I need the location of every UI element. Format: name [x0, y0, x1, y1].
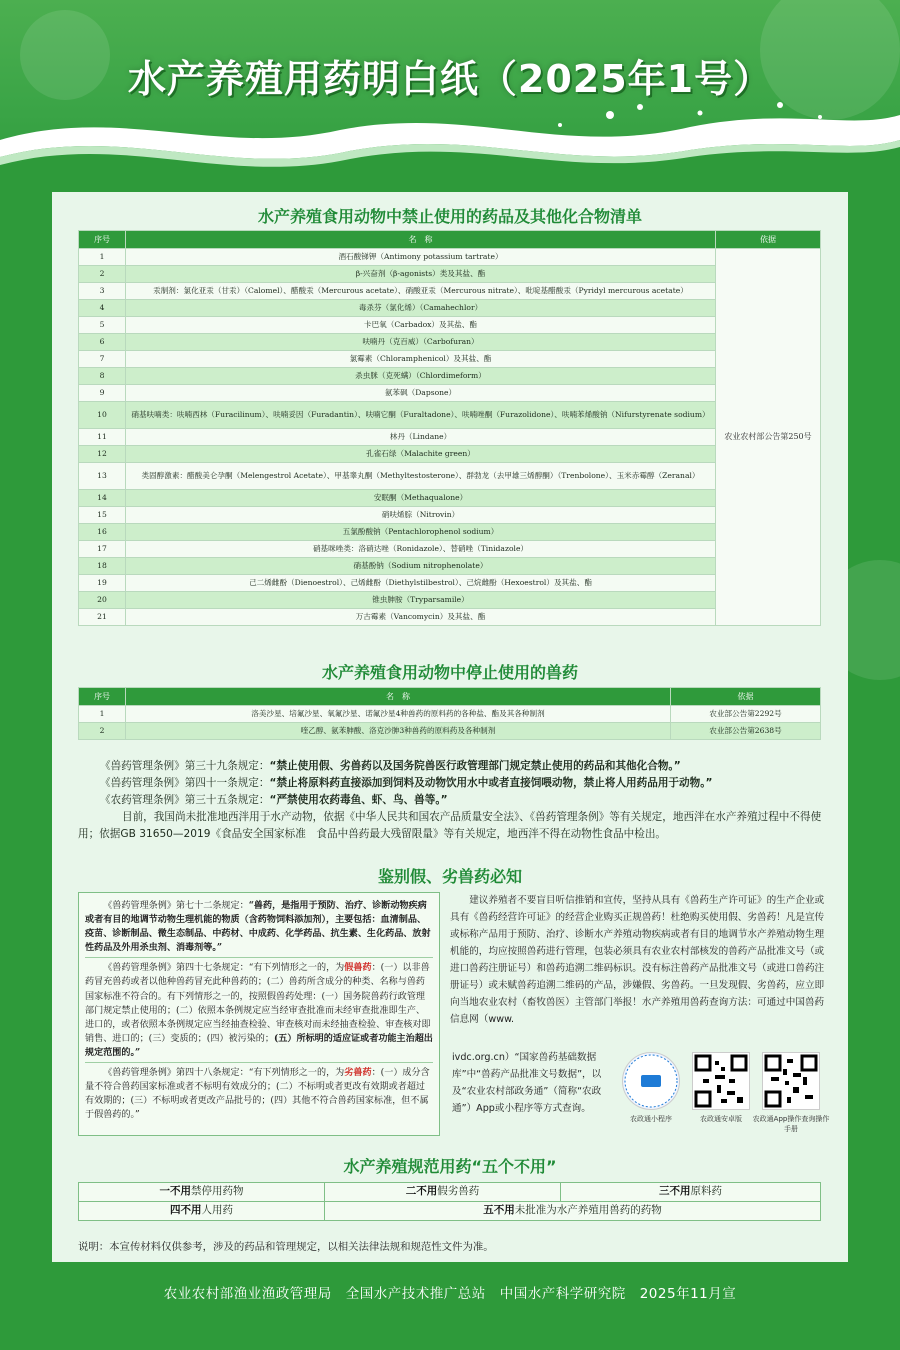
- rule-4: [79, 1202, 325, 1221]
- table-row: [79, 524, 821, 541]
- table-row: [79, 706, 821, 723]
- row-name: 己二烯雌酚（Dienoestrol）、己烯雌酚（Diethylstilbestrol）、己烷雌酚（Hexoestrol）及其盐、酯: [126, 575, 716, 592]
- row-name: 卡巴氧（Carbadox）及其盐、酯: [126, 317, 716, 334]
- inferior-drug-term: 劣兽药: [344, 1067, 372, 1079]
- qr-caption: 农政通安卓版: [700, 1115, 742, 1123]
- row-no: 9: [79, 385, 126, 402]
- fake-drug-term: 假兽药: [344, 962, 372, 974]
- stopped-drugs-table: [78, 687, 821, 740]
- query-method: ivdc.org.cn）“国家兽药基础数据库”中“兽药产品批准文号数据”，以及“农业农村部政务通”（简称“农政通”）App或小程序等方式查询。: [452, 1052, 602, 1114]
- col-header-basis: 依据: [671, 688, 821, 706]
- law-39-text: 《兽药管理条例》第三十九条规定：: [100, 760, 270, 772]
- row-no: 18: [79, 558, 126, 575]
- row-no: 16: [79, 524, 126, 541]
- row-name: 类固醇激素：醋酸美仑孕酮（Melengestrol Acetate）、甲基睾丸酮（Methyltestosterone）、群勃龙（去甲雄三烯醇酮）（Trenbolone）、玉米赤霉醇（Zeranal）: [126, 463, 716, 490]
- table-row: [79, 351, 821, 368]
- row-no: 14: [79, 490, 126, 507]
- col-header-name: 名 称: [126, 231, 716, 249]
- row-no: 11: [79, 429, 126, 446]
- row-name: 杀虫脒（克死螨）（Chlordimeform）: [126, 368, 716, 385]
- law-39: [78, 758, 826, 775]
- row-no: 13: [79, 463, 126, 490]
- reg-72-text: 《兽药管理条例》第七十二条规定：: [103, 901, 249, 911]
- row-name: 氯霉素（Chloramphenicol）及其盐、酯: [126, 351, 716, 368]
- col-header-basis: 依据: [716, 231, 821, 249]
- table-row: [79, 490, 821, 507]
- law-41-text: 《兽药管理条例》第四十一条规定：: [100, 777, 270, 789]
- row-no: 19: [79, 575, 126, 592]
- rule-4-key: 四不用: [170, 1204, 202, 1217]
- table-row: [79, 592, 821, 609]
- disclaimer: 说明：本宣传材料仅供参考，涉及的药品和管理规定，以相关法律法规和规范性文件为准。: [78, 1241, 494, 1253]
- rule-1: [79, 1183, 325, 1202]
- row-no: 4: [79, 300, 126, 317]
- table-row: [79, 402, 821, 429]
- rule-3-value: 原料药: [690, 1185, 722, 1198]
- col-header-no: 序号: [79, 688, 126, 706]
- android-qr-icon[interactable]: [692, 1052, 750, 1110]
- row-name: 硝呋烯腙（Nitrovin）: [126, 507, 716, 524]
- row-no: 7: [79, 351, 126, 368]
- row-name: 喹乙醇、氨苯胂酸、洛克沙胂3种兽药的原料药及各种制剂: [126, 723, 671, 740]
- rule-2-key: 二不用: [405, 1185, 438, 1198]
- table-row: [79, 283, 821, 300]
- table-row: [79, 446, 821, 463]
- row-name: 酒石酸锑钾（Antimony potassium tartrate）: [126, 249, 716, 266]
- row-no: 6: [79, 334, 126, 351]
- row-name: 洛美沙星、培氟沙星、氧氟沙星、诺氟沙星4种兽药的原料药的各种盐、酯及其各种制剂: [126, 706, 671, 723]
- row-no: 5: [79, 317, 126, 334]
- rule-2: [325, 1183, 561, 1202]
- rule-2-value: 假劣兽药: [437, 1185, 480, 1198]
- table-row: [79, 575, 821, 592]
- rule-1-key: 一不用: [159, 1185, 191, 1198]
- law-41-bold: “禁止将原料药直接添加到饲料及动物饮用水中或者直接饲喂动物，禁止将人用药品用于动物。”: [269, 777, 713, 789]
- section-title-five-nos: 水产养殖规范用药“五个不用”: [343, 1157, 557, 1176]
- rule-5-key: 五不用: [483, 1204, 515, 1217]
- banned-drugs-table: [78, 230, 821, 626]
- row-no: 2: [79, 723, 126, 740]
- row-name: 硝基咪唑类：洛硝达唑（Ronidazole）、替硝唑（Tinidazole）: [126, 541, 716, 558]
- row-basis: 农业部公告第2638号: [671, 723, 821, 740]
- section-title-identify: 鉴别假、劣兽药必知: [377, 867, 522, 886]
- reg-48: [85, 1066, 433, 1122]
- table-row: [79, 368, 821, 385]
- row-basis: 农业部公告第2292号: [671, 706, 821, 723]
- rule-3-key: 三不用: [659, 1185, 691, 1198]
- row-no: 15: [79, 507, 126, 524]
- reg-47-body: ：(一）以非兽药冒充兽药或者以他种兽药冒充此种兽药的；(二）兽药所含成分的种类、名称与兽药国家标准不符合的。有下列情形之一的，按照假兽药处理：(一）国务院兽药行政管理部门规定禁止使用的；(二）依照本条例规定应当经审查批准而未经审查批准即生产、进口的，或者依照本条例规定应当经抽查检验、审查核对而未经抽查检验、审查核对即销售、进口的；(三）变质的；(四）被污染的；: [85, 963, 431, 1044]
- regulation-box: [78, 892, 440, 1136]
- table-row: [79, 463, 821, 490]
- table-row: [79, 300, 821, 317]
- table-row: [79, 334, 821, 351]
- qr-caption: 农政通小程序: [630, 1115, 672, 1123]
- row-no: 21: [79, 609, 126, 626]
- diazepam-note: 目前，我国尚未批准地西泮用于水产动物，依据《中华人民共和国农产品质量安全法》、《兽药管理条例》等有关规定，地西泮在水产养殖过程中不得使用；依据GB 31650—2019《食品安全国家标准 食品中兽药最大残留限量》等有关规定，地西泮不得在动物性食品中检出。: [78, 811, 822, 840]
- row-name: 氨苯砜（Dapsone）: [126, 385, 716, 402]
- law-35: [78, 792, 826, 809]
- rule-3: [561, 1183, 821, 1202]
- table-row: [79, 609, 821, 626]
- row-no: 1: [79, 249, 126, 266]
- row-name: 硝基酚钠（Sodium nitrophenolate）: [126, 558, 716, 575]
- row-name: 汞制剂：氯化亚汞（甘汞）（Calomel）、醋酸汞（Mercurous acetate）、硝酸亚汞（Mercurous nitrate）、吡啶基醋酸汞（Pyridyl mercurous acetate）: [126, 283, 716, 300]
- divider: [85, 1062, 433, 1063]
- reg-72: [85, 899, 433, 955]
- table-row: [79, 266, 821, 283]
- law-35-bold: “严禁使用农药毒鱼、虾、鸟、兽等。”: [269, 794, 448, 806]
- col-header-name: 名 称: [126, 688, 671, 706]
- manual-qr-icon[interactable]: [762, 1052, 820, 1110]
- qr-caption: 农政通App操作查询操作手册: [752, 1115, 830, 1133]
- reg-47: [85, 961, 433, 1060]
- row-no: 1: [79, 706, 126, 723]
- table-row: [79, 429, 821, 446]
- row-no: 10: [79, 402, 126, 429]
- law-41: [78, 775, 826, 792]
- row-no: 3: [79, 283, 126, 300]
- table-row: [79, 507, 821, 524]
- col-header-no: 序号: [79, 231, 126, 249]
- reg-48-body: ：(一）成分含量不符合兽药国家标准或者不标明有效成分的；(二）不标明或者更改有效期或者超过有效期的；(三）不标明或者更改产品批号的；(四）其他不符合兽药国家标准，但不属于假兽药的。”: [85, 1068, 430, 1121]
- table-row: [79, 249, 821, 266]
- wave-decoration: [0, 95, 900, 205]
- table-row: [79, 317, 821, 334]
- row-name: 锥虫胂胺（Tryparsamile）: [126, 592, 716, 609]
- row-name: 呋喃丹（克百威）（Carbofuran）: [126, 334, 716, 351]
- law-35-text: 《农药管理条例》第三十五条规定：: [100, 794, 270, 806]
- row-no: 20: [79, 592, 126, 609]
- reg-72-bold: “兽药，是指用于预防、治疗、诊断动物疾病或者有目的地调节动物生理机能的物质（含药物饲料添加剂），主要包括：血清制品、疫苗、诊断制品、微生态制品、中药材、中成药、化学药品、抗生素、生化药品、放射性药品及外用杀虫剂、消毒剂等。”: [85, 900, 431, 954]
- divider: [85, 957, 433, 958]
- reg-48-text: 《兽药管理条例》第四十八条规定：“有下列情形之一的，为: [103, 1068, 345, 1079]
- rule-1-value: 禁停用药物: [191, 1185, 244, 1198]
- row-name: β-兴奋剂（β-agonists）类及其盐、酯: [126, 266, 716, 283]
- row-no: 2: [79, 266, 126, 283]
- row-name: 五氯酚酸钠（Pentachlorophenol sodium）: [126, 524, 716, 541]
- row-no: 12: [79, 446, 126, 463]
- purchase-advice: 建议养殖者不要盲目听信推销和宣传，坚持从具有《兽药生产许可证》的生产企业或具有《兽药经营许可证》的经营企业购买正规兽药！杜绝购买使用假、劣兽药！凡是宣传或标称产品用于预防、治疗、诊断水产养殖动物疾病或者有目的地调节水产养殖动物生理机能的，均应按照兽药进行管理，包装必须具有农业农村部核发的兽药产品批准文号（或进口兽药注册证号）和兽药追溯二维码标识。没有标注兽药产品批准文号（或进口兽药注册证号）或未赋兽药追溯二维码的产品，涉嫌假、劣兽药。一旦发现假、劣兽药，应立即向当地农业农村（畜牧兽医）主管部门举报！水产养殖用兽药查询方法：可通过中国兽药信息网（www.: [450, 895, 825, 1025]
- row-name: 硝基呋喃类：呋喃西林（Furacilinum）、呋喃妥因（Furadantin）、呋喃它酮（Furaltadone）、呋喃唑酮（Furazolidone）、呋喃苯烯酸钠（Nifurstyrenate sodium）: [126, 402, 716, 429]
- rule-5: [325, 1202, 821, 1221]
- row-name: 孔雀石绿（Malachite green）: [126, 446, 716, 463]
- row-name: 林丹（Lindane）: [126, 429, 716, 446]
- rule-4-value: 人用药: [201, 1204, 233, 1217]
- row-name: 安眠酮（Methaqualone）: [126, 490, 716, 507]
- row-name: 毒杀芬（氯化烯）（Camahechlor）: [126, 300, 716, 317]
- basis-cell: 农业农村部公告第250号: [716, 249, 821, 626]
- miniprogram-qr-icon[interactable]: [622, 1052, 680, 1110]
- table-row: [79, 385, 821, 402]
- content-panel: [52, 192, 848, 1262]
- section-title-stopped: 水产养殖食用动物中停止使用的兽药: [321, 663, 578, 682]
- reg-47-text: 《兽药管理条例》第四十七条规定：“有下列情形之一的，为: [103, 963, 345, 974]
- page-title: 水产养殖用药明白纸（2025年1号）: [127, 57, 773, 101]
- five-nos-table: [78, 1182, 821, 1221]
- table-row: [79, 558, 821, 575]
- footer-publishers: 农业农村部渔业渔政管理局 全国水产技术推广总站 中国水产科学研究院 2025年11月宣: [163, 1286, 737, 1302]
- table-row: [79, 541, 821, 558]
- reg-47-bold: (五）所标明的适应证或者功能主治超出规定范围的。”: [85, 1032, 433, 1058]
- law-39-bold: “禁止使用假、劣兽药以及国务院兽医行政管理部门规定禁止使用的药品和其他化合物。”: [269, 760, 681, 772]
- row-name: 万古霉素（Vancomycin）及其盐、酯: [126, 609, 716, 626]
- row-no: 17: [79, 541, 126, 558]
- row-no: 8: [79, 368, 126, 385]
- rule-5-value: 未批准为水产养殖用兽药的药物: [514, 1204, 662, 1217]
- table-row: [79, 723, 821, 740]
- law-excerpts: [78, 758, 826, 843]
- section-title-banned: 水产养殖食用动物中禁止使用的药品及其他化合物清单: [257, 207, 642, 226]
